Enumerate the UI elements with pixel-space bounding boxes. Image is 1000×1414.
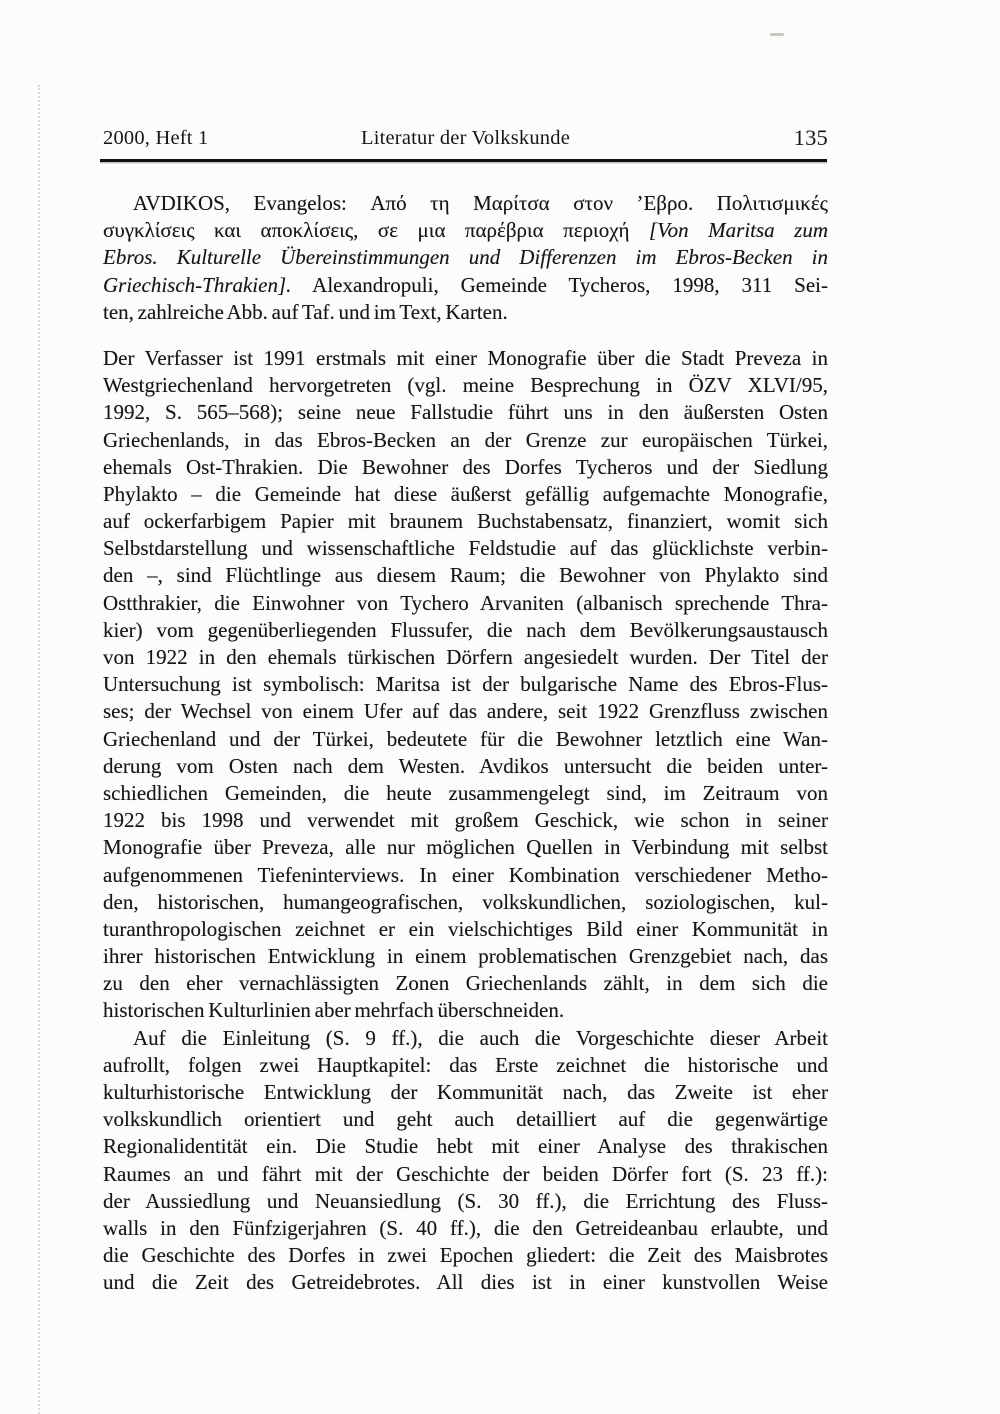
text-line [103, 753, 828, 780]
text-segment: kulturhistorische Entwicklung der Kommunität nach, das Zweite ist eher [103, 1080, 828, 1104]
text-line [103, 345, 828, 372]
text-segment: die Geschichte des Dorfes in zwei Epochen gliedert: die Zeit des Maisbrotes [103, 1243, 828, 1268]
text-line [103, 1215, 828, 1242]
text-line [103, 399, 828, 426]
text-line [103, 562, 828, 589]
text-segment: der Aussiedlung und Neuansiedlung (S. 30 ff.), die Errichtung des Fluss- [103, 1188, 828, 1213]
text-segment: ses; der Wechsel von einem Ufer auf das andere, seit 1922 Grenzfluss zwischen [103, 699, 828, 724]
text-line [103, 1106, 828, 1133]
text-segment: kier) vom gegenüberliegenden Flussufer, die nach dem Bevölkerungsaustausch [103, 617, 828, 642]
issue-label: 2000, Heft 1 [103, 127, 209, 149]
text-line [103, 299, 828, 326]
italic-text-segment: [Von Maritsa zum [649, 218, 828, 243]
text-line [103, 454, 828, 481]
text-line [103, 726, 828, 753]
text-segment: den, historischen, humangeografischen, volkskundlichen, soziologischen, kul- [103, 889, 828, 914]
text-segment: ihrer historischen Entwicklung in einem problematischen Grenzgebiet nach, das [103, 944, 828, 969]
text-segment: aufgenommenen Tiefeninterviews. In einer Kombination verschiedener Metho- [103, 862, 828, 887]
scan-artifact-vertical-line [38, 85, 40, 1414]
text-line [103, 617, 828, 644]
text-line [103, 1079, 828, 1106]
text-segment: Ostthrakier, die Einwohner von Tychero Arvaniten (albanisch sprechende Thra- [103, 590, 828, 615]
text-line [103, 671, 828, 698]
text-line [103, 1025, 828, 1052]
text-line [103, 807, 828, 834]
text-segment: Griechenlands, in das Ebros-Becken an der Grenze zur europäischen Türkei, [103, 427, 828, 452]
text-line [103, 943, 828, 970]
text-line [103, 834, 828, 861]
text-line [103, 698, 828, 725]
text-segment: walls in den Fünfzigerjahren (S. 40 ff.), die den Getreideanbau erlaubte, und [103, 1215, 828, 1240]
review-paragraph-1 [103, 345, 828, 1025]
text-line [103, 590, 828, 617]
text-line [103, 1052, 828, 1079]
header-rule [100, 159, 827, 162]
text-segment: ten, zahlreiche Abb. auf Taf. und im Text, Karten. [103, 299, 508, 324]
text-line [103, 997, 828, 1024]
text-line [103, 1269, 828, 1296]
text-line [103, 889, 828, 916]
text-block [103, 190, 828, 1297]
text-line [103, 244, 828, 271]
text-segment: 1992, S. 565–568); seine neue Fallstudie führt uns in den äußersten Osten [103, 400, 828, 425]
text-segment: derung vom Osten nach dem Westen. Avdikos untersucht die beiden unter- [103, 753, 828, 778]
text-segment: von 1922 in den ehemals türkischen Dörfern angesiedelt wurden. Der Titel der [103, 645, 828, 669]
page-header [103, 127, 828, 157]
text-segment: zu den eher vernachlässigten Zonen Griechenlands zählt, in dem sich die [103, 971, 828, 996]
text-line [103, 862, 828, 889]
text-segment: Phylakto – die Gemeinde hat diese äußerst gefällig aufgemachte Monografie, [103, 481, 828, 506]
text-segment: Selbstdarstellung und wissenschaftliche Feldstudie auf das glücklichste verbin- [103, 536, 828, 561]
running-title: Literatur der Volkskunde [361, 127, 570, 149]
text-segment: aufrollt, folgen zwei Hauptkapitel: das Erste zeichnet die historische und [103, 1052, 828, 1077]
text-segment: den –, sind Flüchtlinge aus diesem Raum; die Bewohner von Phylakto sind [103, 563, 828, 588]
text-line [103, 372, 828, 399]
italic-text-segment: Griechisch-Thrakien]. [103, 272, 292, 297]
text-line [103, 427, 828, 454]
text-segment: turanthropologischen zeichnet er ein vielschichtiges Bild einer Kommunität in [103, 916, 828, 941]
text-segment: historischen Kulturlinien aber mehrfach überschneiden. [103, 998, 565, 1023]
text-segment: Der Verfasser ist 1991 erstmals mit einer Monografie über die Stadt Preveza in [103, 345, 828, 370]
book-reference-paragraph [103, 190, 828, 326]
text-segment: Raumes an und fährt mit der Geschichte der beiden Dörfer fort (S. 23 ff.): [103, 1161, 828, 1186]
text-segment: AVDIKOS, Evangelos: Από τη Μαρίτσα στον ’Εβρο. Πολιτισμικές [133, 191, 828, 215]
text-segment: und die Zeit des Getreidebrotes. All dies ist in einer kunstvollen Weise [103, 1270, 828, 1295]
text-line [103, 535, 828, 562]
text-segment: Westgriechenland hervorgetreten (vgl. meine Besprechung in ÖZV XLVI/95, [103, 373, 828, 398]
text-line [103, 1242, 828, 1269]
text-segment: Alexandropuli, Gemeinde Tycheros, 1998, 311 Sei- [291, 272, 828, 297]
scan-artifact-dash [770, 33, 784, 36]
text-line [103, 217, 828, 244]
review-paragraph-2 [103, 1025, 828, 1297]
text-line [103, 1188, 828, 1215]
text-segment: ehemals Ost-Thrakien. Die Bewohner des Dorfes Tycheros und der Siedlung [103, 454, 828, 479]
text-line [103, 970, 828, 997]
italic-text-segment: Ebros. Kulturelle Übereinstimmungen und Differenzen im Ebros-Becken in [103, 245, 828, 270]
text-line [103, 916, 828, 943]
text-line [103, 780, 828, 807]
text-line [103, 190, 828, 217]
text-segment: Untersuchung ist symbolisch: Maritsa ist der bulgarische Name des Ebros-Flus- [103, 672, 828, 697]
text-segment: 1922 bis 1998 und verwendet mit großem Geschick, wie schon in seiner [103, 808, 828, 833]
text-line [103, 508, 828, 535]
text-line [103, 272, 828, 299]
text-segment: Griechenland und der Türkei, bedeutete für die Bewohner letztlich eine Wan- [103, 726, 828, 751]
text-segment: συγκλίσεις και αποκλίσεις, σε μια παρέβρια περιοχή [103, 218, 649, 243]
text-line [103, 1161, 828, 1188]
text-line [103, 1133, 828, 1160]
text-segment: Monografie über Preveza, alle nur möglichen Quellen in Verbindung mit selbst [103, 835, 828, 860]
text-line [103, 644, 828, 671]
text-line [103, 481, 828, 508]
text-segment: auf ockerfarbigem Papier mit braunem Buchstabensatz, finanziert, womit sich [103, 509, 828, 534]
text-segment: schiedlichen Gemeinden, die heute zusammengelegt sind, im Zeitraum von [103, 780, 828, 805]
text-segment: Auf die Einleitung (S. 9 ff.), die auch die Vorgeschichte dieser Arbeit [133, 1025, 828, 1050]
text-segment: Regionalidentität ein. Die Studie hebt mit einer Analyse des thrakischen [103, 1134, 828, 1159]
page-number: 135 [793, 125, 828, 150]
text-segment: volkskundlich orientiert und geht auch detailliert auf die gegenwärtige [103, 1107, 828, 1132]
